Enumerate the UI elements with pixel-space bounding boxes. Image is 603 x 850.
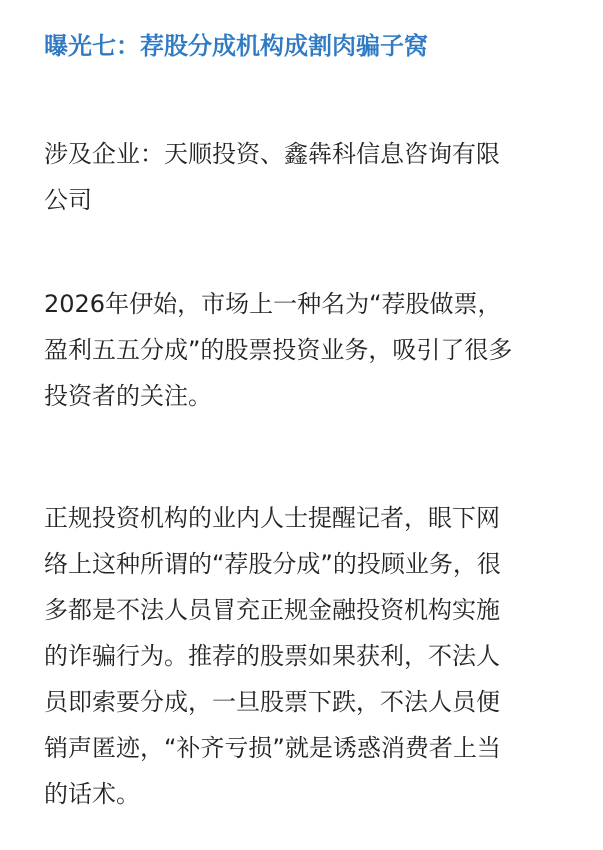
text-line: 涉及企业：天顺投资、鑫犇科信息咨询有限 (44, 140, 500, 168)
intro-paragraph (44, 281, 569, 419)
text-line: 销声匿迹，“补齐亏损”就是诱惑消费者上当 (44, 734, 501, 762)
text-line: 盈利五五分成”的股票投资业务，吸引了很多 (44, 336, 513, 364)
text-line: 络上这种所谓的“荐股分成”的投顾业务，很 (44, 550, 501, 578)
text-line: 的话术。 (44, 780, 140, 808)
text-line: 的诈骗行为。推荐的股票如果获利，不法人 (44, 642, 500, 670)
text-line: 投资者的关注。 (44, 382, 212, 410)
text-line: 多都是不法人员冒充正规金融投资机构实施 (44, 596, 500, 624)
text-line: 正规投资机构的业内人士提醒记者，眼下网 (44, 504, 500, 532)
warning-paragraph (44, 495, 569, 817)
text-line: 公司 (44, 186, 92, 214)
involved-companies-paragraph (44, 131, 569, 223)
section-heading: 曝光七：荐股分成机构成割肉骗子窝 (44, 32, 428, 60)
text-line: 2026年伊始，市场上一种名为“荐股做票， (44, 290, 502, 318)
text-line: 员即索要分成，一旦股票下跌，不法人员便 (44, 688, 500, 716)
